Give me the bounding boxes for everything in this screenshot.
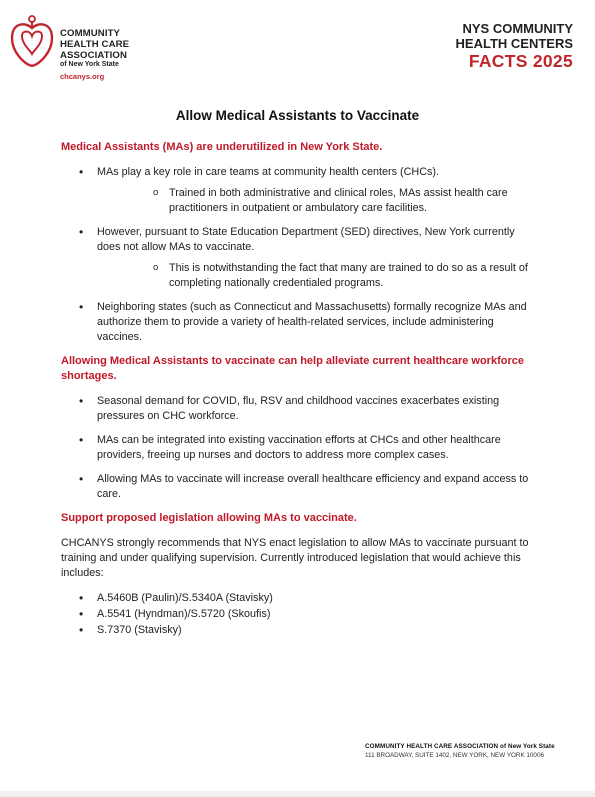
footer-org: COMMUNITY HEALTH CARE ASSOCIATION of New York State [365, 743, 555, 750]
logo-line-3: ASSOCIATION [60, 50, 128, 61]
bill-item: • A.5460B (Paulin)/S.5340A (Stavisky) [61, 591, 539, 606]
sub-list-item: o Trained in both administrative and clinical roles, MAs assist health care practitioners in outpatient or ambulatory care facilities. [97, 186, 539, 216]
list-item-text: However, pursuant to State Education Department (SED) directives, New York currently does not allow MAs to vaccinate. [97, 226, 515, 253]
bill-item: • S.7370 (Stavisky) [61, 623, 539, 638]
page-title: Allow Medical Assistants to Vaccinate [175, 108, 420, 123]
logo-line-1: COMMUNITY [60, 28, 121, 39]
facts-line-3: FACTS 2025 [468, 51, 573, 71]
page-bottom-edge [0, 791, 595, 797]
section-2-list [61, 394, 539, 502]
footer [365, 743, 565, 759]
section-1-list [61, 165, 539, 345]
list-item [61, 165, 539, 216]
logo-line-4: of New York State [60, 61, 119, 68]
list-item: • Seasonal demand for COVID, flu, RSV and childhood vaccines exacerbates existing pressures on CHC workforce. [61, 394, 539, 424]
section-heading-underutilized: Medical Assistants (MAs) are underutilized in New York State. [61, 141, 383, 153]
logo-wordmark [60, 28, 129, 61]
facts-line-1: NYS COMMUNITY [462, 21, 573, 36]
logo-url-link[interactable]: chcanys.org [60, 72, 105, 81]
apple-heart-logo-icon [8, 14, 56, 70]
facts-header [456, 22, 573, 71]
sub-list [97, 186, 539, 216]
section-heading-legislation: Support proposed legislation allowing MAs to vaccinate. [61, 512, 357, 524]
logo-line-2: HEALTH CARE [60, 39, 130, 50]
facts-line-2: HEALTH CENTERS [455, 35, 573, 51]
bill-list [61, 591, 539, 638]
chcanys-logo [8, 14, 148, 84]
bill-item: • A.5541 (Hyndman)/S.5720 (Skoufis) [61, 607, 539, 622]
section-heading-workforce: Allowing Medical Assistants to vaccinate can help alleviate current healthcare workforce shortages. [61, 355, 524, 382]
footer-address: 111 BROADWAY, SUITE 1402, NEW YORK, NEW YORK 10006 [365, 752, 544, 759]
legislation-paragraph: CHCANYS strongly recommends that NYS enact legislation to allow MAs to vaccinate pursuant to training and under qualifying supervision. Currently introduced legislation that would achieve this includes: [61, 537, 529, 579]
list-item: • Neighboring states (such as Connecticut and Massachusetts) formally recognize MAs and authorize them to provide a variety of health-related services, include administering vaccines. [61, 300, 539, 345]
document-body [61, 140, 539, 639]
sub-list-item: o This is notwithstanding the fact that many are trained to do so as a result of completing nationally credentialed programs. [97, 261, 539, 291]
list-item: • Allowing MAs to vaccinate will increase overall healthcare efficiency and expand access to care. [61, 472, 539, 502]
list-item [61, 225, 539, 291]
list-item-text: MAs play a key role in care teams at community health centers (CHCs). [97, 166, 440, 178]
list-item: • MAs can be integrated into existing vaccination efforts at CHCs and other healthcare providers, freeing up nurses and doctors to address more complex cases. [61, 433, 539, 463]
sub-list [97, 261, 539, 291]
